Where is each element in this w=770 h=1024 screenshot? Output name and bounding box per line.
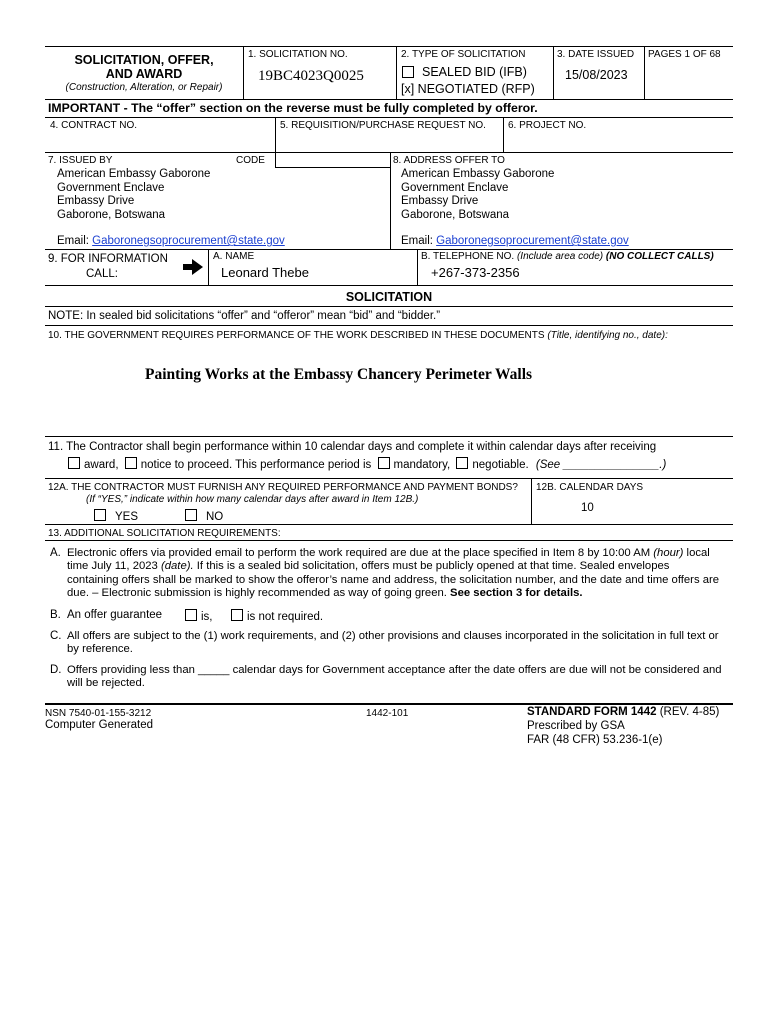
- telephone-label: B. TELEPHONE NO.: [421, 251, 515, 262]
- project-no-label: 6. PROJECT NO.: [508, 120, 587, 131]
- standard-form-row: [527, 706, 719, 718]
- address-line: Gaborone, Botswana: [401, 208, 510, 221]
- divider: [417, 249, 418, 285]
- standard-form-name: STANDARD FORM 1442: [527, 706, 657, 718]
- page-count: PAGES 1 OF 68: [648, 49, 721, 60]
- divider: [553, 46, 554, 99]
- item-10-row: [48, 330, 668, 341]
- telephone-hint: (Include area code): [516, 251, 604, 262]
- guarantee-is-not-label: is not required.: [247, 611, 324, 623]
- code-box-bottom: [275, 167, 390, 168]
- item-13b-prefix: B.: [50, 609, 61, 621]
- item-13d-text: [67, 664, 722, 691]
- form-title-line2: AND AWARD: [105, 67, 183, 81]
- divider: [243, 46, 244, 99]
- divider: [45, 99, 733, 100]
- divider: [45, 285, 733, 286]
- yes-label: YES: [115, 511, 139, 523]
- divider: [45, 325, 733, 326]
- item-10-label: 10. THE GOVERNMENT REQUIRES PERFORMANCE OF THE WORK DESCRIBED IN THESE DOCUMENTS: [48, 330, 545, 341]
- negotiable-label: negotiable.: [472, 459, 529, 471]
- item-13-label: 13. ADDITIONAL SOLICITATION REQUIREMENTS:: [48, 528, 281, 539]
- email-label: Email:: [401, 235, 437, 247]
- type-of-solicitation-label: 2. TYPE OF SOLICITATION: [401, 49, 526, 60]
- guarantee-is-checkbox[interactable]: [185, 609, 197, 621]
- form-top-border: [45, 46, 733, 47]
- prescribed-by: Prescribed by GSA: [527, 720, 625, 732]
- requisition-no-label: 5. REQUISITION/PURCHASE REQUEST NO.: [280, 120, 486, 131]
- text-span: See section 3 for details.: [450, 587, 583, 600]
- solicitation-no-label: 1. SOLICITATION NO.: [248, 49, 348, 60]
- item-13c-text: [67, 630, 719, 657]
- telephone-label-row: [421, 251, 714, 262]
- form-bottom-border: [45, 703, 733, 705]
- negotiable-checkbox[interactable]: [456, 457, 468, 469]
- contact-name-value: Leonard Thebe: [221, 265, 309, 280]
- divider: [45, 117, 733, 118]
- address-line: American Embassy Gaborone: [57, 168, 211, 180]
- telephone-value: +267-373-2356: [431, 265, 520, 280]
- text-span: Electronic offers via provided email to perform the work required are due at the place specified in Item 8 by 10:00 AM: [67, 547, 654, 559]
- item-13c-prefix: C.: [50, 630, 62, 642]
- computer-generated: Computer Generated: [45, 719, 154, 731]
- divider: [45, 249, 733, 250]
- guarantee-is-not-checkbox[interactable]: [231, 609, 243, 621]
- text-span: time July 11, 2023: [67, 560, 161, 573]
- award-label: award,: [84, 459, 119, 471]
- address-offer-to-email-row: [401, 235, 629, 247]
- mandatory-label: mandatory,: [393, 459, 451, 471]
- divider: [644, 46, 645, 99]
- item-13a-prefix: A.: [50, 547, 61, 559]
- bond-no-option: [185, 509, 223, 523]
- right-arrow-icon: [183, 259, 203, 275]
- address-line: Gaborone, Botswana: [57, 208, 166, 221]
- form-code: 1442-101: [366, 708, 409, 719]
- item-11-line2: [68, 457, 666, 471]
- address-line: American Embassy Gaborone: [401, 168, 555, 180]
- text-line: by reference.: [67, 643, 133, 656]
- sealed-bid-checkbox[interactable]: [402, 66, 414, 78]
- divider: [45, 436, 733, 437]
- divider: [275, 117, 276, 152]
- divider: [396, 46, 397, 99]
- far-reference: FAR (48 CFR) 53.236-1(e): [527, 734, 663, 746]
- code-label: CODE: [236, 155, 265, 166]
- text-span: If this is a sealed bid solicitation, offers must be publicly opened at that time. Sealed envelopes: [193, 560, 670, 573]
- divider: [390, 152, 391, 249]
- award-checkbox[interactable]: [68, 457, 80, 469]
- text-span: due. – Electronic submission is highly recommended as way of going green.: [67, 587, 451, 600]
- calendar-days-value: 10: [581, 502, 594, 514]
- item-10-hint: (Title, identifying no., date):: [547, 330, 668, 341]
- see-reference: (See _______________.): [535, 459, 667, 471]
- sealed-bid-label: SEALED BID (IFB): [422, 65, 527, 79]
- no-collect-calls: (NO COLLECT CALLS): [605, 251, 714, 262]
- solicitation-no-value: 19BC4023Q0025: [258, 68, 364, 84]
- notice-label: notice to proceed. This performance period is: [140, 459, 372, 471]
- text-span: (date).: [160, 560, 194, 573]
- divider: [45, 152, 733, 153]
- notice-to-proceed-checkbox[interactable]: [125, 457, 137, 469]
- item-12a-label: 12A. THE CONTRACTOR MUST FURNISH ANY REQUIRED PERFORMANCE AND PAYMENT BONDS?: [48, 482, 518, 493]
- address-offer-to-email-link[interactable]: Gaboronegsoprocurement@state.gov: [436, 235, 629, 247]
- sealed-bid-note: NOTE: In sealed bid solicitations “offer” and “offeror” mean “bid” and “bidder.”: [48, 310, 441, 322]
- guarantee-is-option: [185, 609, 213, 623]
- form-title-line1: SOLICITATION, OFFER,: [74, 53, 214, 67]
- divider: [45, 306, 733, 307]
- text-span: local: [683, 547, 710, 559]
- item-12b-label: 12B. CALENDAR DAYS: [536, 482, 644, 493]
- item-13a-text: [67, 547, 737, 601]
- bond-yes-checkbox[interactable]: [94, 509, 106, 521]
- item-11-line1: 11. The Contractor shall begin performance within 10 calendar days and complete it within calendar days after receiving: [48, 441, 657, 453]
- negotiated-option: [x] NEGOTIATED (RFP): [401, 82, 535, 96]
- date-issued-label: 3. DATE ISSUED: [557, 49, 635, 60]
- divider: [45, 524, 733, 525]
- divider: [503, 117, 504, 152]
- text-line: Offers providing less than _____ calendar days for Government acceptance after the date offers are due will not be considered and: [67, 664, 722, 676]
- divider: [275, 152, 276, 167]
- text-line: All offers are subject to the (1) work requirements, and (2) other provisions and clauses incorporated in the solicitation in full text or: [67, 630, 719, 642]
- guarantee-is-not-option: [231, 609, 323, 623]
- form-subtitle: (Construction, Alteration, or Repair): [65, 82, 223, 93]
- address-offer-to-address: [401, 168, 554, 222]
- standard-form-rev: (REV. 4-85): [656, 706, 720, 718]
- item-13b-text: An offer guarantee: [67, 609, 163, 621]
- divider: [531, 478, 532, 524]
- guarantee-is-label: is,: [201, 611, 213, 623]
- item-12a-hint: (If “YES,” indicate within how many calendar days after award in Item 12B.): [86, 494, 419, 505]
- date-issued-value: 15/08/2023: [565, 68, 628, 82]
- issued-by-address: [57, 168, 210, 222]
- issued-by-email-link[interactable]: Gaboronegsoprocurement@state.gov: [92, 235, 285, 247]
- text-span: (hour): [653, 547, 684, 559]
- text-line: containing offers shall be marked to show the offeror’s name and address, the solicitation number, and the date and time offers are: [67, 573, 720, 586]
- divider: [45, 540, 733, 541]
- work-title: Painting Works at the Embassy Chancery Perimeter Walls: [145, 366, 533, 383]
- address-line: Government Enclave: [401, 181, 509, 194]
- item-13d-prefix: D.: [50, 664, 62, 676]
- mandatory-checkbox[interactable]: [378, 457, 390, 469]
- address-line: Embassy Drive: [401, 195, 479, 207]
- call-label: CALL:: [86, 268, 118, 280]
- divider: [45, 478, 733, 479]
- issued-by-label: 7. ISSUED BY: [48, 155, 113, 166]
- address-line: Embassy Drive: [57, 195, 135, 207]
- contract-no-label: 4. CONTRACT NO.: [50, 120, 138, 131]
- address-line: Government Enclave: [57, 181, 165, 194]
- divider: [208, 249, 209, 285]
- address-offer-to-label: 8. ADDRESS OFFER TO: [393, 155, 505, 166]
- email-label: Email:: [57, 235, 93, 247]
- no-label: NO: [206, 511, 224, 523]
- contact-name-label: A. NAME: [213, 251, 255, 262]
- text-line: will be rejected.: [67, 677, 145, 690]
- important-notice: IMPORTANT - The “offer” section on the reverse must be fully completed by offeror.: [48, 101, 538, 115]
- nsn-number: NSN 7540-01-155-3212: [45, 708, 152, 719]
- bond-yes-option: [94, 509, 138, 523]
- solicitation-heading: SOLICITATION: [345, 290, 433, 304]
- issued-by-email-row: [57, 235, 285, 247]
- bond-no-checkbox[interactable]: [185, 509, 197, 521]
- for-information-label: 9. FOR INFORMATION: [48, 253, 168, 265]
